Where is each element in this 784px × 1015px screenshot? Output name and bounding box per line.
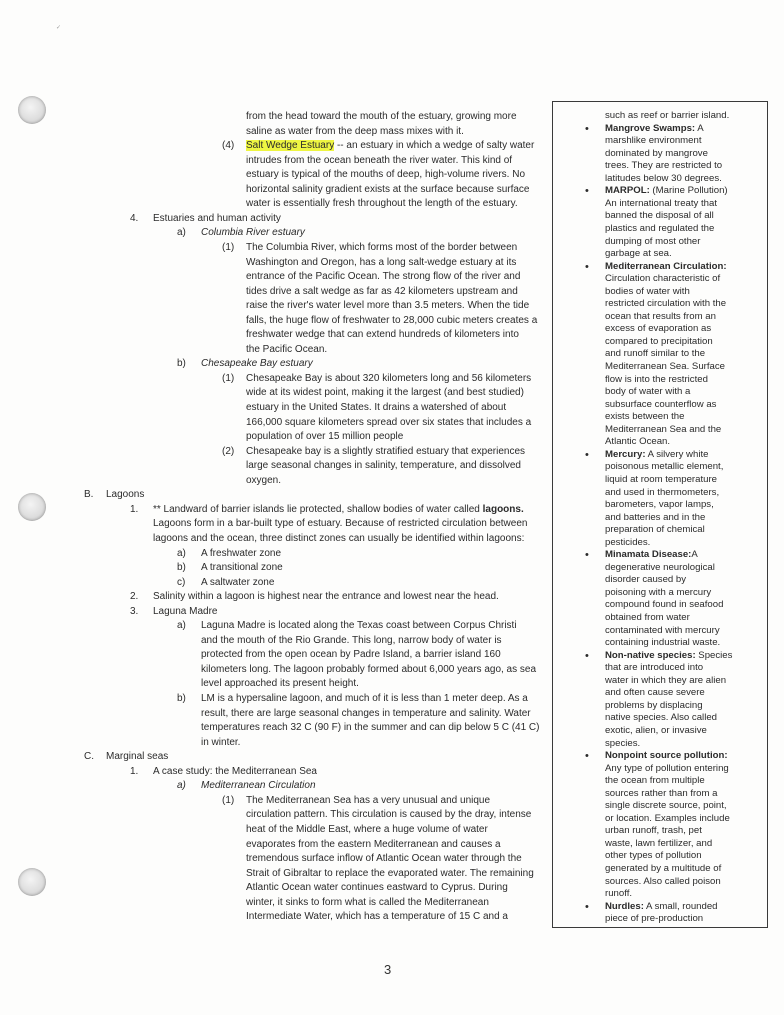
outline-line [246, 459, 521, 472]
glossary-definition-line [605, 888, 632, 901]
glossary-term: Mediterranean Circulation: [605, 260, 727, 272]
glossary-definition-line [605, 461, 723, 474]
outline-marker: b) [177, 562, 186, 574]
line-text: Columbia River estuary [201, 227, 305, 239]
glossary-definition-line [605, 913, 703, 926]
glossary-definition-line [605, 436, 670, 449]
outline-line [201, 634, 502, 647]
line-text: evaporates from the eastern Mediterranean and causes a [246, 838, 501, 850]
glossary-definition-line [605, 135, 702, 148]
glossary-term: Nonpoint source pollution: [605, 750, 728, 762]
outline-line [153, 212, 281, 225]
glossary-text: piece of pre-production [605, 913, 704, 925]
glossary-text: A [691, 549, 698, 561]
outline-line [246, 183, 530, 196]
glossary-definition-line [605, 775, 705, 788]
outline-line [201, 779, 316, 792]
line-text: circulation pattern. This circulation is caused by the dray, intense [246, 809, 532, 821]
glossary-term: MARPOL: [605, 185, 650, 197]
glossary-term: Mangrove Swamps: [605, 122, 696, 134]
glossary-definition-line [605, 788, 718, 801]
outline-line [201, 619, 517, 632]
line-text: falls, the huge flow of freshwater to 28,000 cubic meters creates a [246, 314, 538, 326]
bullet-icon: • [585, 185, 589, 198]
outline-line [246, 343, 327, 356]
glossary-text: pesticides. [605, 536, 651, 548]
glossary-text: disorder caused by [605, 574, 687, 586]
bullet-icon: • [585, 549, 589, 562]
glossary-definition-line [605, 210, 714, 223]
glossary-text: A [695, 122, 704, 134]
outline-marker: b) [177, 693, 186, 704]
outline-line [153, 532, 524, 545]
outline-marker: a) [177, 227, 186, 239]
line-text: Chesapeake bay is a slightly stratified estuary that experiences [246, 445, 526, 457]
glossary-definition-line [605, 399, 716, 412]
line-text: from the head toward the mouth of the estuary, growing more [246, 111, 517, 122]
outline-line [246, 823, 488, 836]
binder-hole-bottom [18, 868, 46, 896]
glossary-text: barometers, vapor lamps, [605, 499, 714, 511]
line-text: result, there are large seasonal changes in temperature and salinity. Water [201, 707, 531, 719]
glossary-definition-line [605, 223, 714, 236]
glossary-definition-line [605, 599, 723, 612]
outline-line [246, 256, 516, 269]
bullet-icon: • [585, 900, 589, 913]
outline-line [201, 721, 540, 734]
glossary-definition-line [605, 236, 700, 249]
glossary-definition-line [605, 537, 650, 550]
bullet-icon: • [585, 649, 589, 662]
line-text: Marginal seas [106, 751, 169, 763]
outline-line [246, 372, 531, 385]
glossary-text: native species. Also called [605, 712, 717, 724]
glossary-text: and runoff similar to the [605, 348, 706, 360]
line-text: 166,000 square kilometers spread over six states that includes a [246, 416, 532, 428]
outline-marker: (1) [222, 372, 235, 384]
glossary-term-line [605, 449, 708, 462]
glossary-definition-line [605, 700, 703, 713]
glossary-text: liquid at room temperature [605, 473, 717, 485]
glossary-definition-line [605, 273, 720, 286]
outline-line [106, 488, 144, 501]
outline-line [246, 808, 531, 821]
outline-marker: a) [177, 547, 186, 559]
glossary-text: sources. Also called poison [605, 875, 721, 887]
line-text: Lagoons form in a bar-built type of estuary. Because of restricted circulation between [153, 518, 528, 530]
line-text: lagoons and the ocean, three distinct zones can usually be identified within lagoons: [153, 532, 525, 544]
line-text: level approached its present height. [201, 678, 359, 690]
line-text: tremendous surface inflow of Atlantic Ocean water through the [246, 853, 522, 865]
glossary-term-line [605, 185, 728, 198]
glossary-definition-line [605, 311, 716, 324]
outline-line [153, 503, 524, 516]
glossary-text: banned the disposal of all [605, 210, 714, 222]
glossary-definition-line [605, 838, 712, 851]
glossary-text: trees. They are restricted to [605, 160, 723, 172]
line-text: wide at its widest point, making it the largest (and best studied) [246, 387, 524, 399]
line-text: water is essentially fresh throughout the length of the estuary. [246, 198, 518, 210]
glossary-definition-line [605, 524, 705, 537]
glossary-text: or location. Examples include [605, 812, 730, 824]
glossary-text: and batteries and in the [605, 511, 706, 523]
glossary-text: Mediterranean Sea. Surface [605, 361, 725, 372]
outline-marker: 1. [130, 503, 139, 515]
line-text: winter, it sinks to form what is called the Mediterranean [246, 896, 489, 908]
glossary-text: subsurface counterflow as [605, 398, 717, 410]
glossary-text: runoff. [605, 888, 633, 900]
glossary-definition-line [605, 374, 708, 387]
glossary-definition-line [605, 286, 690, 299]
glossary-text: body of water with a [605, 386, 691, 398]
line-text: horizontal salinity gradient exists at the surface because surface [246, 183, 530, 195]
outline-marker: 1. [130, 765, 139, 777]
line-text: Chesapeake Bay is about 320 kilometers long and 56 kilometers [246, 372, 532, 384]
glossary-text: sources rather than from a [605, 787, 718, 799]
line-text: A freshwater zone [201, 547, 282, 559]
glossary-text: garbage at sea. [605, 248, 672, 260]
glossary-definition-line [605, 499, 714, 512]
outline-line [246, 139, 534, 152]
outline-line [201, 707, 531, 720]
glossary-text: single discrete source, point, [605, 800, 727, 812]
binder-hole-top [18, 96, 46, 124]
glossary-term: Minamata Disease: [605, 549, 692, 561]
outline-line [201, 736, 240, 749]
outline-line [246, 896, 489, 909]
glossary-definition-line [605, 813, 730, 826]
glossary-definition-line [605, 612, 690, 625]
glossary-text: poisoning with a mercury [605, 586, 712, 598]
outline-line [153, 517, 527, 530]
outline-line [246, 285, 518, 298]
outline-marker: 4. [130, 212, 139, 224]
glossary-term: Non-native species: [605, 649, 696, 661]
glossary-definition-line [605, 725, 707, 738]
glossary-definition-line [605, 487, 719, 500]
bullet-icon: • [585, 448, 589, 461]
glossary-definition-line [605, 148, 708, 161]
glossary-text: other types of pollution [605, 850, 702, 862]
glossary-definition-line [605, 587, 711, 600]
outline-marker: 3. [130, 605, 139, 617]
glossary-definition-line [605, 637, 720, 650]
line-text: oxygen. [246, 474, 282, 486]
bold-term: lagoons. [482, 503, 524, 515]
glossary-text: and used in thermometers, [605, 486, 720, 498]
glossary-definition-line [605, 763, 729, 776]
outline-marker: b) [177, 358, 186, 370]
line-text: ** Landward of barrier islands lie protected, shallow bodies of water called [153, 503, 483, 515]
glossary-text: Species [695, 649, 733, 661]
outline-line [246, 328, 519, 341]
glossary-term-line [605, 123, 704, 136]
glossary-definition-line [605, 876, 721, 889]
line-text: population of over 15 million people [246, 431, 404, 443]
glossary-term: Nurdles: [605, 900, 644, 912]
line-text: Laguna Madre [153, 605, 218, 617]
glossary-text: ocean that results from an [605, 310, 716, 322]
glossary-definition-line [605, 512, 705, 525]
outline-line [246, 314, 537, 327]
outline-line [246, 386, 524, 399]
bullet-icon: • [585, 122, 589, 135]
outline-marker: a) [177, 780, 186, 792]
glossary-text: species. [605, 737, 641, 749]
glossary-definition-line [605, 348, 705, 361]
outline-line [246, 838, 501, 851]
glossary-text: containing industrial waste. [605, 637, 721, 649]
line-text: A transitional zone [201, 562, 283, 574]
outline-marker: C. [84, 751, 94, 763]
glossary-text: preparation of chemical [605, 524, 705, 536]
outline-line [153, 590, 499, 603]
line-text: Strait of Gibraltar to replace the evaporated water. The remaining [246, 867, 534, 879]
glossary-text: generated by a multitude of [605, 863, 722, 874]
outline-marker: c) [177, 576, 186, 588]
outline-line [246, 125, 464, 138]
glossary-text: Circulation characteristic of [605, 273, 721, 285]
outline-marker: (4) [222, 140, 235, 152]
glossary-text: that are introduced into [605, 662, 704, 674]
glossary-text: compared to precipitation [605, 335, 713, 347]
glossary-definition-line [605, 738, 640, 751]
glossary-text: Mediterranean Sea and the [605, 423, 722, 435]
glossary-definition-line [605, 110, 729, 123]
outline-line [246, 168, 525, 181]
line-text: kilometers long. The lagoon probably formed about 6,000 years ago, as sea [201, 663, 537, 675]
glossary-text: and often cause severe [605, 687, 705, 699]
glossary-text: problems by displacing [605, 699, 703, 711]
line-text: and the mouth of the Rio Grande. This long, narrow body of water is [201, 634, 502, 646]
line-text: freshwater wedge that can extend hundreds of kilometers into [246, 329, 519, 341]
glossary-text: (Marine Pollution) [649, 185, 728, 197]
glossary-definition-line [605, 386, 690, 399]
outline-marker: (1) [222, 241, 235, 253]
line-text: -- an estuary in which a wedge of salty water [334, 140, 535, 152]
glossary-text: dumping of most other [605, 235, 701, 247]
line-text: Estuaries and human activity [153, 212, 281, 224]
outline-line [201, 692, 528, 705]
line-text: Chesapeake Bay estuary [201, 358, 313, 370]
binder-hole-middle [18, 493, 46, 521]
glossary-text: the ocean from multiple [605, 775, 705, 787]
line-text: large seasonal changes in salinity, temperature, and dissolved [246, 460, 521, 472]
line-text: Lagoons [106, 489, 145, 501]
line-text: protected from the open ocean by Padre Island, a barrier island 160 [201, 649, 501, 661]
glossary-definition-line [605, 800, 727, 813]
outline-line [246, 270, 520, 283]
outline-line [201, 677, 359, 690]
bullet-icon: • [585, 750, 589, 763]
glossary-definition-line [605, 562, 715, 575]
glossary-definition-line [605, 675, 726, 688]
glossary-text: water in which they are alien [605, 674, 727, 686]
outline-line [106, 750, 168, 763]
outline-line [201, 648, 501, 661]
outline-line [246, 197, 518, 210]
glossary-text: plastics and regulated the [605, 222, 715, 234]
glossary-text: such as reef or barrier island. [605, 110, 730, 121]
outline-line [246, 474, 281, 487]
glossary-definition-line [605, 361, 725, 374]
outline-line [246, 401, 506, 414]
glossary-text: A small, rounded [643, 900, 718, 912]
outline-line [246, 241, 517, 254]
glossary-text: excess of evaporation as [605, 323, 712, 335]
outline-line [201, 576, 274, 589]
glossary-definition-line [605, 825, 702, 838]
line-text: Salinity within a lagoon is highest near the entrance and lowest near the head. [153, 591, 499, 603]
glossary-text: compound found in seafood [605, 599, 724, 611]
glossary-term: Mercury: [605, 448, 646, 460]
line-text: heat of the Middle East, where a huge volume of water [246, 823, 488, 835]
outline-line [201, 547, 281, 560]
glossary-definition-line [605, 712, 717, 725]
glossary-text: A silvery white [645, 448, 709, 460]
line-text: A case study: the Mediterranean Sea [153, 765, 317, 777]
highlighted-term: Salt Wedge Estuary [246, 140, 335, 152]
glossary-definition-line [605, 323, 711, 336]
glossary-text: obtained from water [605, 612, 690, 623]
glossary-definition-line [605, 662, 703, 675]
outline-line [246, 852, 522, 865]
glossary-text: Atlantic Ocean. [605, 436, 671, 448]
line-text: estuary is typical of the mouths of deep, high-volume rivers. No [246, 169, 526, 181]
glossary-definition-line [605, 173, 722, 186]
line-text: A saltwater zone [201, 576, 275, 588]
line-text: Mediterranean Circulation [201, 780, 316, 792]
glossary-definition-line [605, 863, 721, 876]
line-text: estuary in the United States. It drains a watershed of about [246, 402, 507, 413]
glossary-text: An international treaty that [605, 197, 717, 209]
glossary-term-line [605, 650, 732, 663]
outline-line [246, 299, 529, 312]
line-text: the Pacific Ocean. [246, 343, 328, 355]
glossary-text: exists between the [605, 411, 685, 423]
outline-line [153, 605, 218, 618]
outline-marker: (1) [222, 794, 235, 806]
line-text: intrudes from the ocean beneath the river water. This kind of [246, 154, 513, 166]
glossary-text: marshlike environment [605, 135, 702, 147]
outline-line [246, 881, 508, 894]
outline-marker: B. [84, 489, 94, 501]
line-text: The Columbia River, which forms most of the border between [246, 241, 518, 253]
outline-line [246, 416, 531, 429]
glossary-text: restricted circulation with the [605, 298, 727, 310]
glossary-text: latitudes below 30 degrees. [605, 172, 722, 184]
glossary-definition-line [605, 687, 705, 700]
glossary-definition-line [605, 336, 713, 349]
line-text: Atlantic Ocean water continues eastward to Cyprus. During [246, 882, 508, 894]
glossary-definition-line [605, 198, 717, 211]
glossary-text: dominated by mangrove [605, 147, 708, 159]
glossary-term-line [605, 549, 698, 562]
glossary-text: poisonous metallic element, [605, 461, 724, 473]
glossary-text: Any type of pollution entering [605, 762, 729, 774]
glossary-text: waste, lawn fertilizer, and [605, 837, 713, 849]
line-text: tides drive a salt wedge as far as 42 kilometers upstream and [246, 285, 518, 297]
glossary-term-line [605, 261, 727, 274]
glossary-text: urban runoff, trash, pet [605, 825, 702, 837]
glossary-definition-line [605, 248, 672, 261]
bullet-icon: • [585, 260, 589, 273]
outline-marker: a) [177, 620, 186, 632]
glossary-text: exotic, alien, or invasive [605, 724, 707, 736]
glossary-term-line [605, 901, 718, 914]
line-text: saline as water from the deep mass mixes with it. [246, 125, 464, 137]
line-text: temperatures reach 32 C (90 F) in the summer and can dip below 5 C (41 C) [201, 722, 540, 734]
outline-line [153, 765, 317, 778]
outline-line [201, 561, 283, 574]
line-text: entrance of the Pacific Ocean. The strong flow of the river and [246, 271, 521, 283]
outline-line [246, 867, 534, 880]
glossary-sidebar [552, 101, 768, 928]
outline-line [246, 154, 512, 167]
outline-line [246, 910, 508, 923]
page-number: 3 [384, 962, 392, 977]
glossary-text: bodies of water with [605, 285, 690, 297]
glossary-definition-line [605, 574, 686, 587]
glossary-definition-line [605, 411, 684, 424]
line-text: Laguna Madre is located along the Texas coast between Corpus Christi [201, 620, 517, 632]
glossary-term-line [605, 750, 728, 763]
glossary-definition-line [605, 160, 722, 173]
line-text: in winter. [201, 736, 241, 748]
outline-line [201, 226, 305, 239]
glossary-text: contaminated with mercury [605, 624, 720, 636]
line-text: LM is a hypersaline lagoon, and much of it is less than 1 meter deep. As a [201, 693, 528, 704]
glossary-definition-line [605, 474, 717, 487]
glossary-definition-line [605, 850, 702, 863]
glossary-text: degenerative neurological [605, 561, 715, 573]
outline-line [201, 663, 536, 676]
outline-line [246, 430, 403, 443]
outline-marker: (2) [222, 445, 235, 457]
outline-line [201, 357, 313, 370]
line-text: raise the river's water level more than 3.5 meters. When the tide [246, 300, 530, 312]
line-text: The Mediterranean Sea has a very unusual and unique [246, 794, 491, 806]
corner-mark: ✓ [56, 25, 62, 31]
glossary-definition-line [605, 625, 720, 638]
line-text: Washington and Oregon, has a long salt-wedge estuary at its [246, 256, 517, 268]
glossary-definition-line [605, 298, 726, 311]
outline-line [246, 445, 525, 458]
glossary-text: flow is into the restricted [605, 373, 708, 385]
glossary-definition-line [605, 424, 721, 437]
outline-line [246, 110, 517, 123]
line-text: Intermediate Water, which has a temperature of 15 C and a [246, 911, 508, 923]
outline-marker: 2. [130, 591, 139, 603]
outline-line [246, 794, 490, 807]
